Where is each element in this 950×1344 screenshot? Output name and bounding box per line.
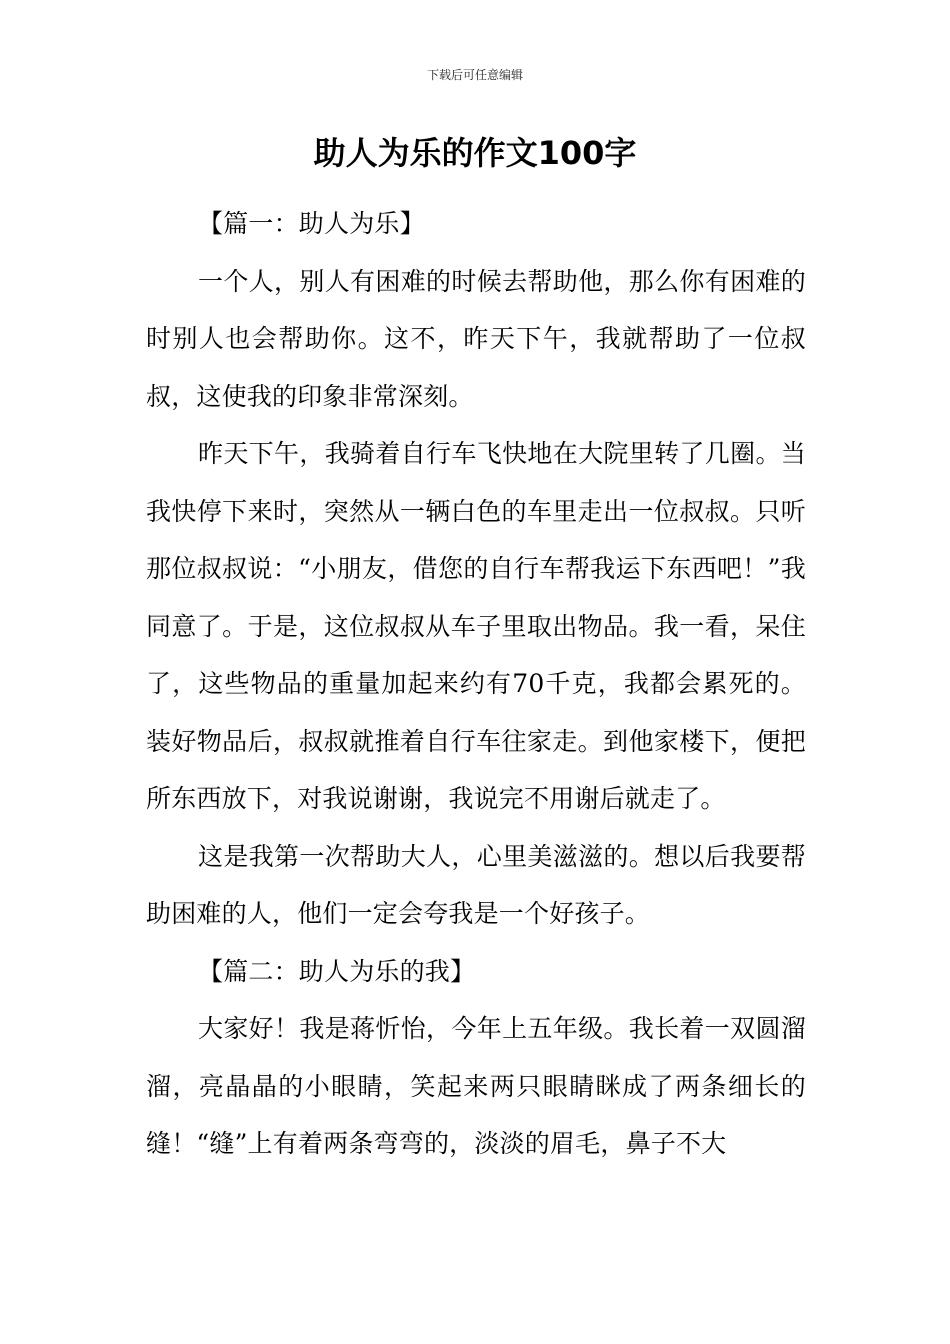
section-heading-2: 【篇二：助人为乐的我】: [198, 956, 476, 986]
paragraph-2: 昨天下午，我骑着自行车飞快地在大院里转了几圈。当我快停下来时，突然从一辆白色的车里走出一位叔叔。只听那位叔叔说：“小朋友，借您的自行车帮我运下东西吧！”我同意了。于是，这位叔叔从车子里取出物品。我一看，呆住了，这些物品的重量加起来约有70千克，我都会累死的。装好物品后，叔叔就推着自行车往家走。到他家楼下，便把所东西放下，对我说谢谢，我说完不用谢后就走了。: [146, 439, 806, 813]
paragraph-4: 大家好！我是蒋忻怡，今年上五年级。我长着一双圆溜溜，亮晶晶的小眼睛，笑起来两只眼睛眯成了两条细长的缝！“缝”上有着两条弯弯的，淡淡的眉毛，鼻子不大: [146, 1014, 806, 1158]
document-title: 助人为乐的作文100字: [313, 134, 637, 172]
paragraph-1: 一个人，别人有困难的时候去帮助他，那么你有困难的时别人也会帮助你。这不，昨天下午，我就帮助了一位叔叔，这使我的印象非常深刻。: [146, 266, 806, 411]
document-body: [146, 195, 806, 1173]
header-note: 下载后可任意编辑: [426, 68, 523, 82]
section-heading-1: 【篇一：助人为乐】: [198, 209, 425, 238]
paragraph-3: 这是我第一次帮助大人，心里美滋滋的。想以后我要帮助困难的人，他们一定会夸我是一个好孩子。: [146, 841, 806, 928]
